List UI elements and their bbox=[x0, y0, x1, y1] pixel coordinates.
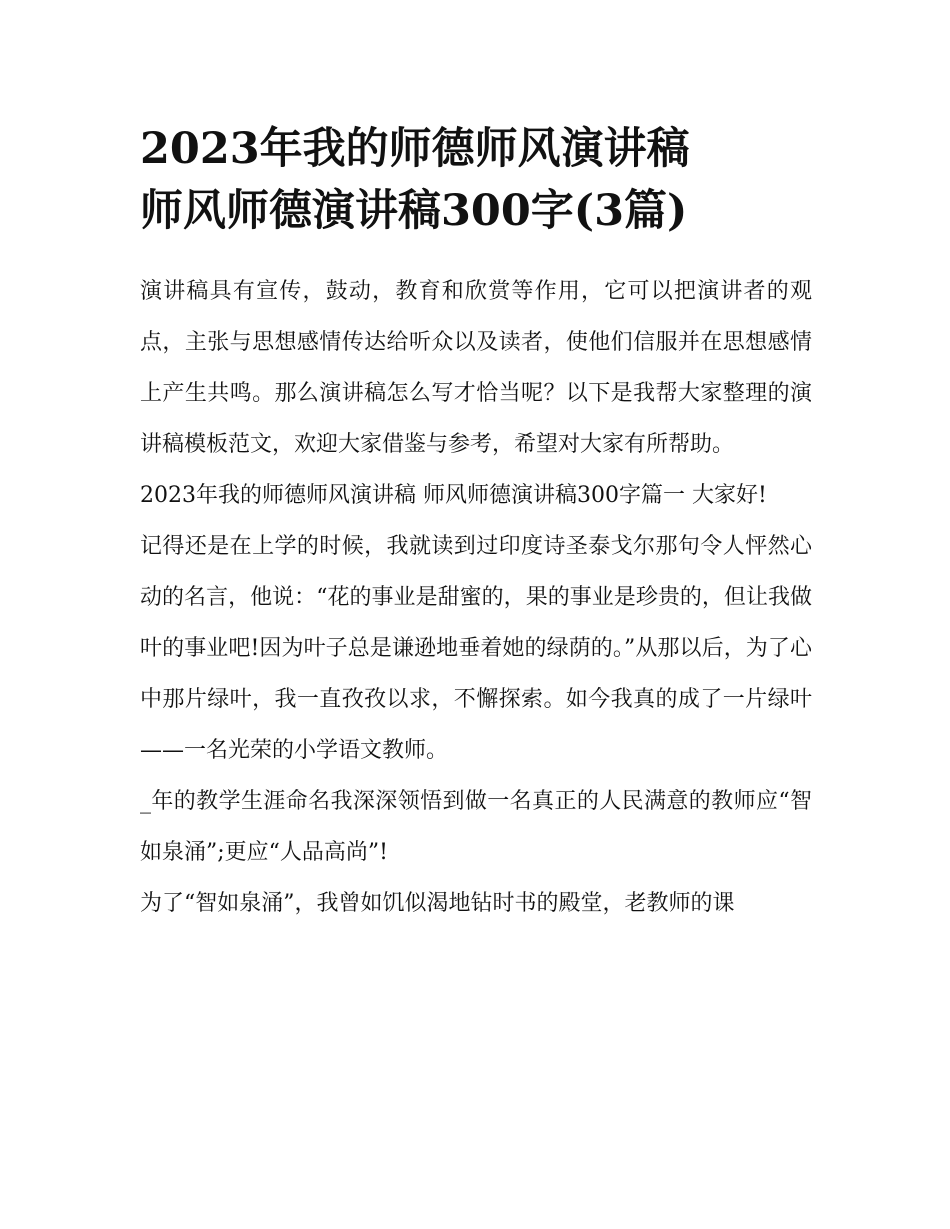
paragraph-intro: 演讲稿具有宣传，鼓动，教育和欣赏等作用，它可以把演讲者的观点，主张与思想感情传达给听众以及读者，使他们信服并在思想感情上产生共鸣。那么演讲稿怎么写才恰当呢？以下是我帮大家整理的演讲稿模板范文，欢迎大家借鉴与参考，希望对大家有所帮助。 bbox=[140, 279, 812, 457]
paragraph-section-heading: 2023年我的师德师风演讲稿 师风师德演讲稿300字篇一 大家好! bbox=[140, 483, 767, 508]
paragraph-wisdom: 为了“智如泉涌”，我曾如饥似渴地钻时书的殿堂，老教师的课 bbox=[140, 891, 735, 916]
document-body bbox=[140, 266, 812, 929]
paragraph-tagore-quote: 记得还是在上学的时候，我就读到过印度诗圣泰戈尔那句令人怦然心动的名言，他说：“花的事业是甜蜜的，果的事业是珍贵的，但让我做叶的事业吧!因为叶子总是谦逊地垂着她的绿荫的。”从那以后，为了心中那片绿叶，我一直孜孜以求，不懈探索。如今我真的成了一片绿叶——一名光荣的小学语文教师。 bbox=[140, 534, 812, 763]
document-title bbox=[140, 118, 812, 242]
paragraph-teaching-career: _年的教学生涯命名我深深领悟到做一名真正的人民满意的教师应“智如泉涌”;更应“人品高尚”! bbox=[140, 789, 812, 865]
document-page bbox=[140, 118, 812, 929]
title-line-1: 2023年我的师德师风演讲稿 bbox=[140, 124, 690, 174]
title-line-2: 师风师德演讲稿300字(3篇) bbox=[140, 186, 688, 236]
